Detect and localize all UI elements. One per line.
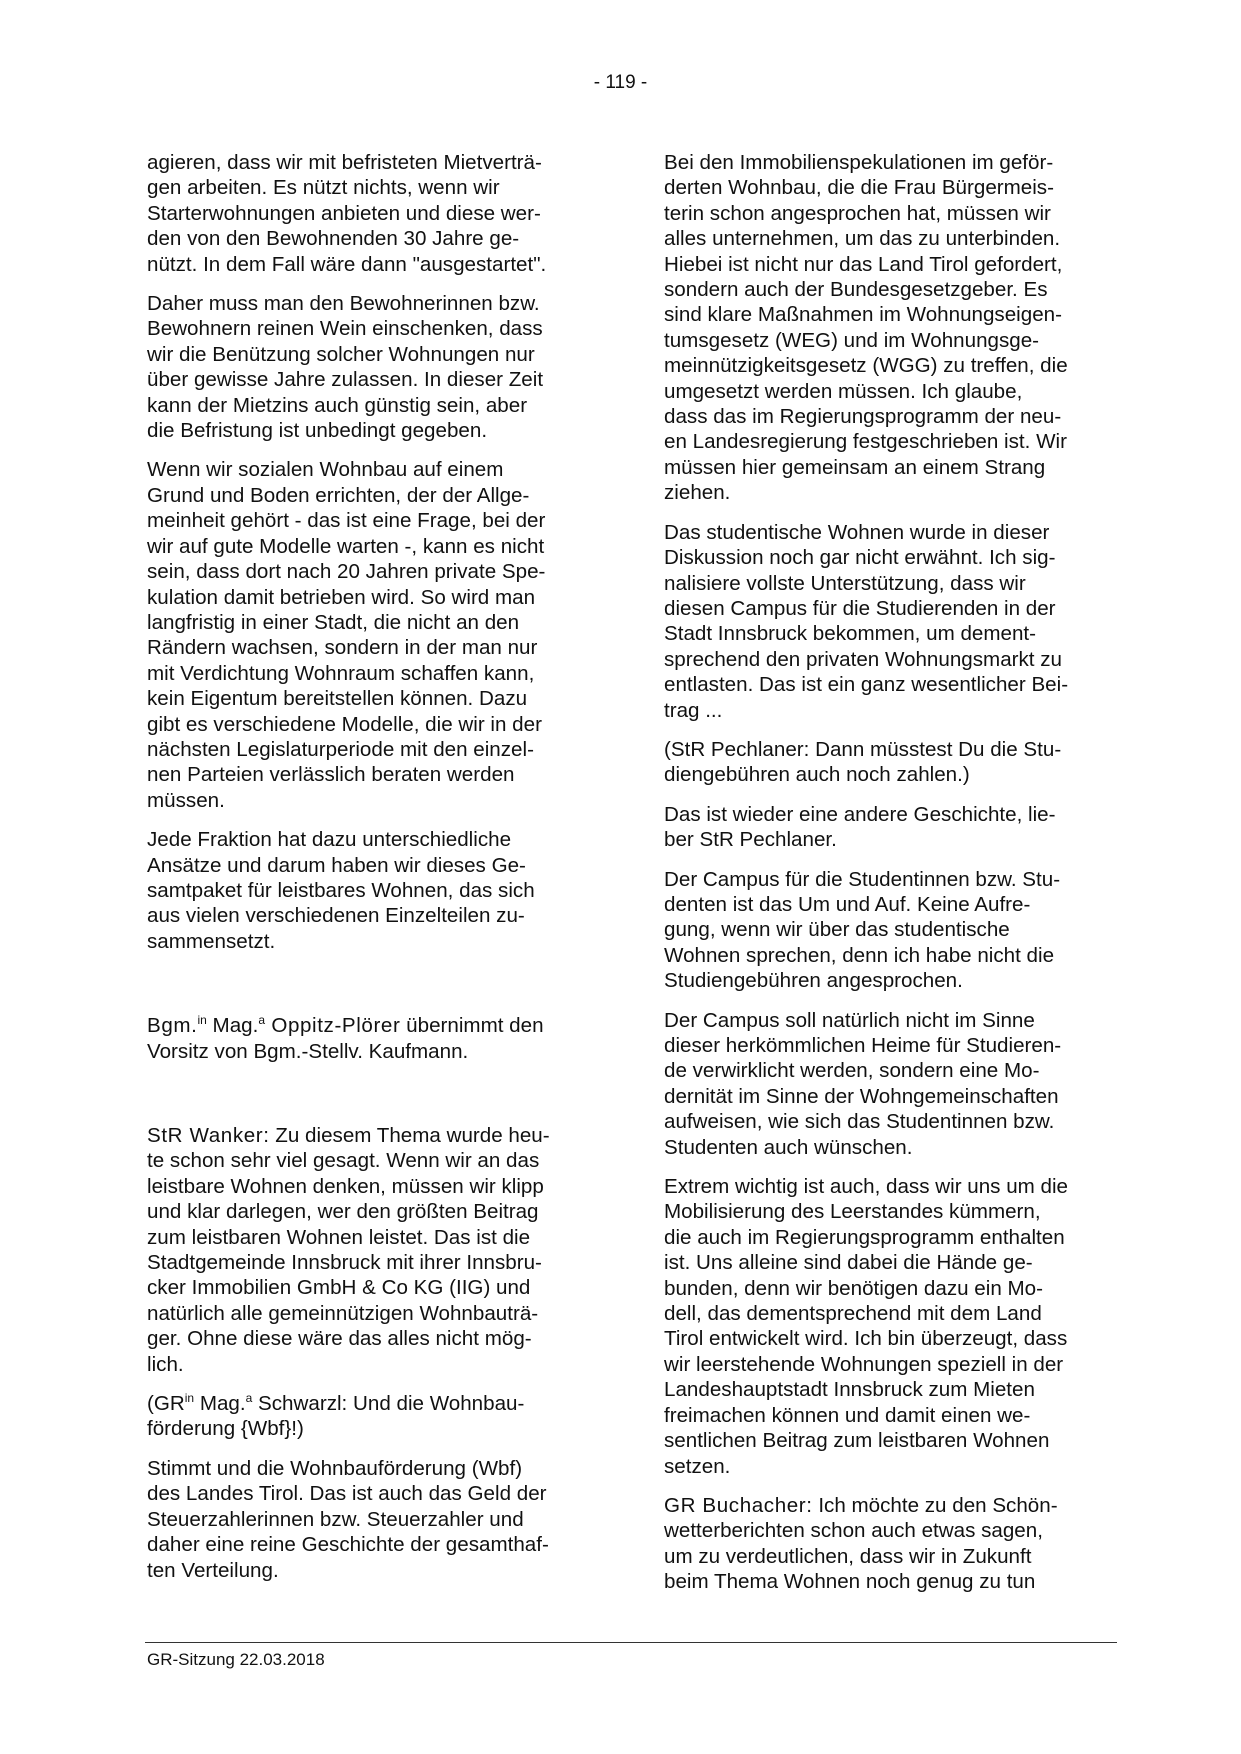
speech-text: Ich möchte zu den Schön- wetterberichten schon auch etwas sagen, um zu verdeutlichen, dass wir in Zukunft beim Thema Wohnen noch genug zu tun [664,1493,1058,1594]
chair-title: Bgm. [147,1014,198,1038]
paragraph: Wenn wir sozialen Wohnbau auf einem Grund und Boden errichten, der der Allge- meinheit gehört - das ist eine Frage, bei der wir auf gute Modelle warten -, kann es nicht sein, dass dort nach 20 Jahren private Spe- kulation damit betrieben wird. So wird man langfristig in einer Stadt, die nicht an den Rändern wachsen, sondern in der man nur mit Verdichtung Wohnraum schaffen kann, kein Eigentum bereitstellen können. Dazu gibt es verschiedene Modelle, die wir in der nächsten Legislaturperiode mit den einzel- nen Parteien verlässlich beraten werden müssen. [147,458,546,812]
paragraph: Der Campus soll natürlich nicht im Sinne dieser herkömmlichen Heime für Studieren- de verwirklicht werden, sondern eine Mo- dernität im Sinne der Wohngemeinschaften aufweisen, wie sich das Studentinnen bzw. Studenten auch wünschen. [664,1008,1062,1159]
superscript: a [258,1013,266,1028]
speech-wanker [147,1123,602,1377]
interjection-schwarzl [147,1391,602,1442]
page-number: - 119 - [593,72,648,93]
speaker-name: GR Buchacher: [664,1493,813,1517]
chair-name: Oppitz-Plörer [265,1014,401,1038]
paragraph: Das studentische Wohnen wurde in dieser Diskussion noch gar nicht erwähnt. Ich sig- nalisiere vollste Unterstützung, dass wir diesen Campus für die Studierenden in der Stadt Innsbruck bekommen, um dement- sprechend den privaten Wohnungsmarkt zu entlasten. Das ist ein ganz wesentlicher Bei- trag ... [664,520,1069,722]
superscript: in [184,1391,195,1406]
speech-text: Zu diesem Thema wurde heu- te schon sehr viel gesagt. Wenn wir an das leistbare Wohnen denken, müssen wir klipp und klar darlegen, wer den größten Beitrag zum leistbaren Wohnen leistet. Das ist die Stadtgemeinde Innsbruck mit ihrer Innsbru- cker Immobilien GmbH & Co KG (IIG) und natürlich alle gemeinnützigen Wohnbauträ- ger. Ohne diese wäre das alles nicht mög- lich. [147,1124,550,1376]
chair-text: übernimmt den Vorsitz von Bgm.-Stellv. Kaufmann. [147,1014,544,1063]
speaker-name: StR Wanker: [147,1124,270,1147]
paragraph: agieren, dass wir mit befristeten Mietverträ- gen arbeiten. Es nützt nichts, wenn wir Starterwohnungen anbieten und diese wer- den von den Bewohnenden 30 Jahre ge- nützt. In dem Fall wäre dann "ausgestartet". [147,151,547,276]
footer-divider [145,1642,1117,1643]
interjection-open: (GR [147,1392,185,1416]
footer-session-label: GR-Sitzung 22.03.2018 [147,1650,325,1669]
right-column [664,150,1119,1595]
paragraph: Bei den Immobilienspekulationen im geför- derten Wohnbau, die die Frau Bürgermeis- terin schon angesprochen hat, müssen wir alles unternehmen, um das zu unterbinden. Hiebei ist nicht nur das Land Tirol gefordert, sondern auch der Bundesgesetzgeber. Es sind klare Maßnahmen im Wohnungseigen- tumsgesetz (WEG) und im Wohnungsge- meinnützigkeitsgesetz (WGG) zu treffen, die umgesetzt werden müssen. Ich glaube, dass das im Regierungsprogramm der neu- en Landesregierung festgeschrieben ist. Wir müssen hier gemeinsam an einem Strang ziehen. [664,151,1068,505]
paragraph: Stimmt und die Wohnbauförderung (Wbf) des Landes Tirol. Das ist auch das Geld der Steuerzahlerinnen bzw. Steuerzahler und daher eine reine Geschichte der gesamthaf- ten Verteilung. [147,1456,549,1582]
paragraph: Extrem wichtig ist auch, dass wir uns um die Mobilisierung des Leerstandes kümmern, die auch im Regierungsprogramm enthalten ist. Uns alleine sind dabei die Hände ge- bunden, denn wir benötigen dazu ein Mo- dell, das dementsprechend mit dem Land Tirol entwickelt wird. Ich bin überzeugt, dass wir leerstehende Wohnungen speziell in der Landeshauptstadt Innsbruck zum Mieten freimachen können und damit einen we- sentlichen Beitrag zum leistbaren Wohnen setzen. [664,1175,1069,1478]
paragraph: Daher muss man den Bewohnerinnen bzw. Bewohnern reinen Wein einschenken, dass wir die Benützung solcher Wohnungen nur über gewisse Jahre zulassen. In dieser Zeit kann der Mietzins auch günstig sein, aber die Befristung ist unbedingt gegeben. [147,292,544,443]
chair-change-note [147,1013,602,1064]
superscript: a [245,1391,253,1406]
superscript: in [197,1013,207,1028]
paragraph: Jede Fraktion hat dazu unterschiedliche Ansätze und darum haben wir dieses Ge- samtpaket für leistbares Wohnen, das sich aus vielen verschiedenen Einzelteilen zu- sammensetzt. [147,828,535,953]
chair-mag: Mag. [206,1014,259,1038]
paragraph: Der Campus für die Studentinnen bzw. Stu- denten ist das Um und Auf. Keine Aufre- gung, wenn wir über das studentische Wohnen sprechen, denn ich habe nicht die Studiengebühren angesprochen. [664,867,1061,993]
paragraph: Das ist wieder eine andere Geschichte, lie- ber StR Pechlaner. [664,802,1056,852]
interjection-text: Schwarzl: Und die Wohnbau- förderung {Wbf}!) [147,1392,525,1441]
interjection-mag: Mag. [194,1392,246,1416]
left-column [147,150,602,1583]
interjection-pechlaner: (StR Pechlaner: Dann müsstest Du die Stu- diengebühren auch noch zahlen.) [664,737,1062,787]
speech-buchacher [664,1493,1119,1595]
